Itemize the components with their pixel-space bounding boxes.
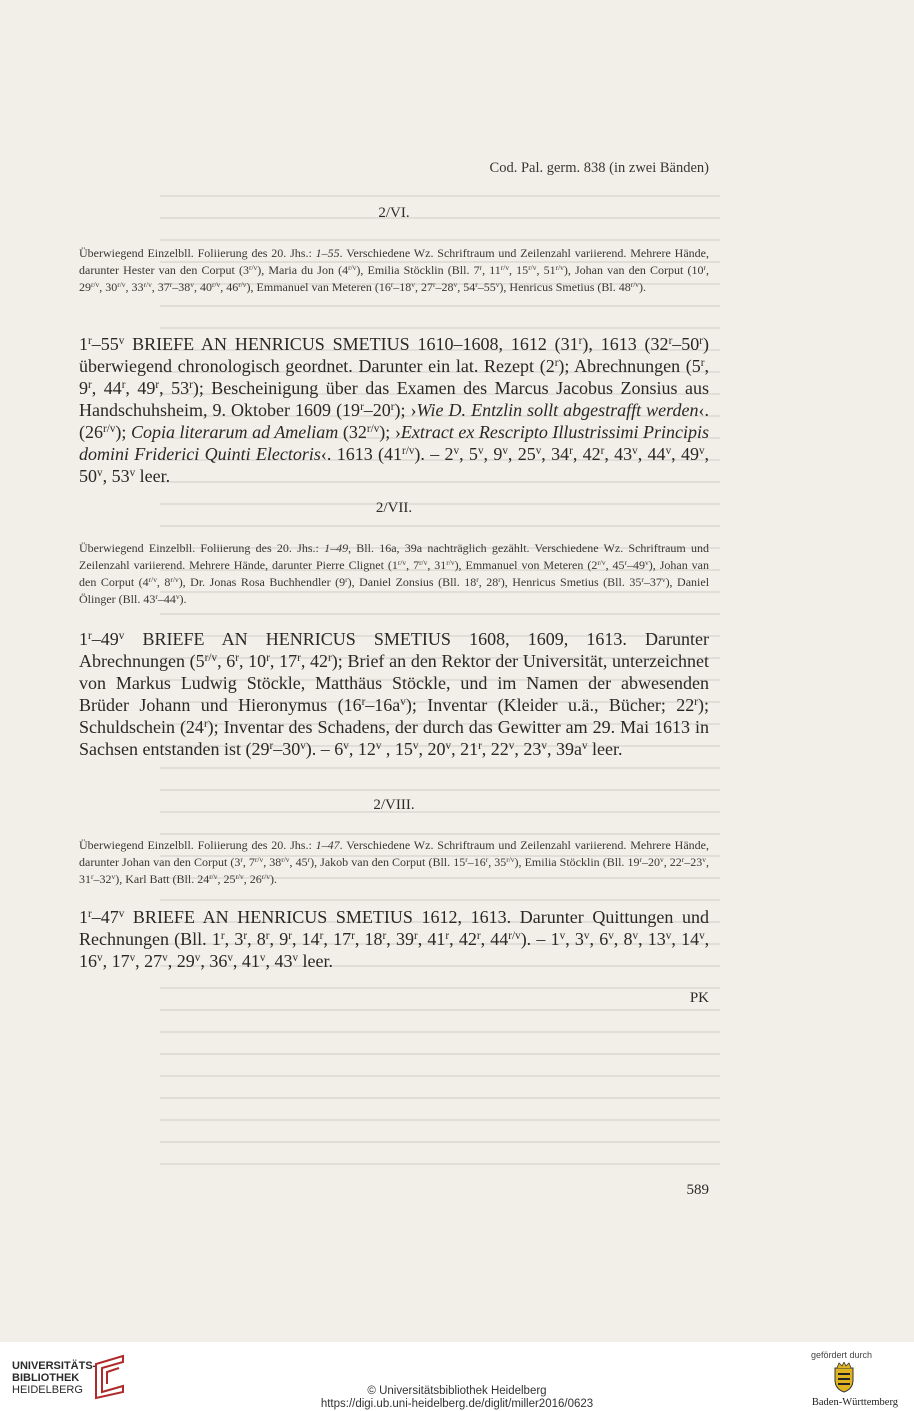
section-entry: 1$^r$–49$^v$ BRIEFE AN HENRICUS SMETIUS 1608, 1609, 1613. Darunter Abrechnungen ($5^{r/v}$, 6$^r$, 10$^r$, 17$^r$, 42$^r$); Brief an den Rektor der Universität, unterzeichnet von Markus Ludwig Stöckle, Matthäus Stöckle, und im Namen der abwesenden Brüder Johann und Hieronymus $(16^r-16a^v)$; Inventar (Kleider u.ä., Bücher; 22$^r$); Schuldschein (24$^r$); Inventar des Schadens, der durch das Gewitter am 29. Mai 1613 in Sachsen entstanden ist (29$^r$–30$^v$). – 6$^v$, 12$^v$ , 15$^v$, 20$^v$, 21$^r$, 22$^v$, 23$^v$, $39a^v$ leer. [79, 629, 709, 759]
section-entry: 1$^r$–47$^v$ BRIEFE AN HENRICUS SMETIUS 1612, 1613. Darunter Quittungen und Rechnungen (Bll. 1$^r$, 3$^r$, 8$^r$, 9$^r$, 14$^r$, 17$^r$, 18$^r$, 39$^r$, 41$^r$, 42$^r$, $44^{r/v}$). – 1$^v$, 3$^v$, 6$^v$, 8$^v$, 13$^v$, 14$^v$, 16$^v$, 17$^v$, 27$^v$, 29$^v$, 36$^v$, 41$^v$, 43$^v$ leer. [79, 907, 710, 971]
copyright-notice [0, 1385, 914, 1411]
author-initials: PK [689, 990, 709, 1006]
footer-bar [0, 1342, 914, 1411]
coat-of-arms-icon [831, 1362, 857, 1394]
library-name-line3: HEIDELBERG [12, 1384, 83, 1396]
copyright-text: © Universitätsbibliothek Heidelberg [367, 1385, 547, 1397]
running-header: Cod. Pal. germ. 838 (in zwei Bänden) [489, 160, 709, 176]
page-number: 589 [686, 1182, 709, 1198]
library-name-line1: UNIVERSITÄTS- [12, 1360, 97, 1372]
section-description: Überwiegend Einzelbll. Foliierung des 20. Jhs.: 1–55. Verschiedene Wz. Schriftraum und Zeilenzahl variierend. Mehrere Hände, darunter Hester van den Corput $(3^{r/v})$, Maria du Jon $(4^{r/v})$, Emilia Stöcklin (Bll. 7$^r$, $11^{r/v}$, $15^{r/v}$, $51^{r/v}$), Johan van den Corput (10$^r$, $29^{r/v}$, $30^{r/v}$, $33^{r/v}$, 37$^r$–38$^v$, $40^{r/v}$, $46^{r/v}$), Emmanuel van Meteren (16$^r$–18$^v$, 27$^r$–28$^v$, 54$^r$–55$^v$), Henricus Smetius (Bl. $48^{r/v}$). [79, 246, 710, 294]
source-url-link[interactable]: https://digi.ub.uni-heidelberg.de/diglit/miller2016/0623 [320, 1398, 594, 1410]
section-description: Überwiegend Einzelbll. Foliierung des 20. Jhs.: 1–49, Bll. 16a, 39a nachträglich gezählt. Verschiedene Wz. Schriftraum und Zeilenzahl variierend. Mehrere Hände, darunter Pierre Clignet ($1^{r/v}$, $7^{r/v}$, $31^{r/v}$), Emmanuel von Meteren ($2^{r/v}$, 45$^r$–49$^v$), Johan van den Corput ($4^{r/v}$, $8^{r/v}$), Dr. Jonas Rosa Buchhendler (9$^r$), Daniel Zonsius (Bll. 18$^r$, 28$^r$), Henricus Smetius (Bll. 35$^r$–37$^v$), Daniel Ölinger (Bll. 43$^r$–44$^v$). [79, 541, 710, 606]
section-title: 2/VII. [375, 500, 413, 516]
section-description: Überwiegend Einzelbll. Foliierung des 20. Jhs.: 1–47. Verschiedene Wz. Schriftraum und Zeilenzahl variierend. Mehrere Hände, darunter Johan van den Corput (3$^r$, $7^{r/v}$, $38^{r/v}$, 45$^r$), Jakob van den Corput (Bll. 15$^r$–16$^r$, $35^{r/v}$), Emilia Stöcklin (Bll. 19$^r$–20$^v$, 22$^r$–23$^v$, 31$^r$–32$^v$), Karl Batt (Bll. $24^{r/v}$, $25^{r/v}$, $26^{r/v}$). [79, 838, 709, 886]
section-title: 2/VI. [378, 205, 410, 221]
library-name-line2: BIBLIOTHEK [12, 1372, 80, 1384]
funder-name: Baden-Württemberg [811, 1397, 898, 1408]
section-entry: 1$^r$–55$^v$ BRIEFE AN HENRICUS SMETIUS 1610–1608, 1612 (31$^r$), 1613 (32$^r$–50$^r$) überwiegend chronologisch geordnet. Darunter ein lat. Rezept (2$^r$); Abrechnungen (5$^r$, 9$^r$, 44$^r$, 49$^r$, 53$^r$); Bescheinigung über das Examen des Marcus Jacobus Zonsius aus Handschuhsheim, 9. Oktober 1609 (19$^r$–20$^r$); ›Wie D. Entzlin sollt abgestrafft werden‹. $(26^{r/v})$; Copia literarum ad Ameliam $(32^{r/v})$; ›Extract ex Rescripto Illustrissimi Principis domini Friderici Quinti Electoris‹. 1613 $(41^{r/v})$. – 2$^v$, 5$^v$, 9$^v$, 25$^v$, 34$^r$, 42$^r$, 43$^v$, 44$^v$, 49$^v$, 50$^v$, 53$^v$ leer. [79, 334, 710, 486]
funded-by-label: gefördert durch [810, 1350, 872, 1360]
section-title: 2/VIII. [373, 797, 415, 813]
